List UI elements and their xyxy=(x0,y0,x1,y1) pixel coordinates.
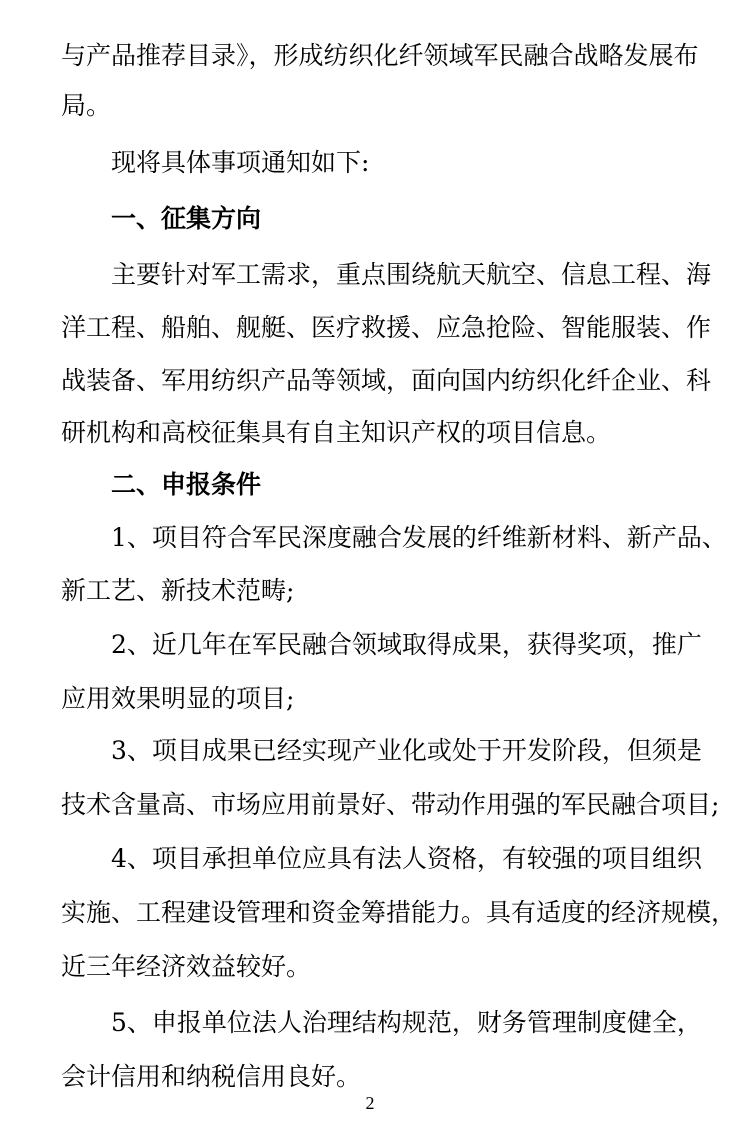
paragraph-line: 新工艺、新技术范畴; xyxy=(61,576,295,605)
paragraph-line: 1、项目符合军民深度融合发展的纤维新材料、新产品、 xyxy=(111,523,727,552)
paragraph-line: 4、项目承担单位应具有法人资格，有较强的项目组织 xyxy=(111,844,702,873)
paragraph-line: 5、申报单位法人治理结构规范，财务管理制度健全， xyxy=(111,1008,702,1037)
page-number: 2 xyxy=(365,1093,375,1113)
paragraph-line: 3、项目成果已经实现产业化或处于开发阶段，但须是 xyxy=(111,736,702,765)
paragraph-line: 局。 xyxy=(61,91,112,120)
paragraph-line: 洋工程、船舶、舰艇、医疗救援、应急抢险、智能服装、作 xyxy=(61,313,712,342)
section-heading: 二、申报条件 xyxy=(111,470,262,499)
paragraph-line: 2、近几年在军民融合领域取得成果，获得奖项，推广 xyxy=(111,630,702,659)
paragraph-line: 与产品推荐目录》，形成纺织化纤领域军民融合战略发展布 xyxy=(61,41,699,70)
paragraph-line: 战装备、军用纺织产品等领域，面向国内纺织化纤企业、科 xyxy=(61,366,712,395)
paragraph-line: 研机构和高校征集具有自主知识产权的项目信息。 xyxy=(61,418,612,447)
paragraph-line: 技术含量高、市场应用前景好、带动作用强的军民融合项目; xyxy=(61,790,720,819)
paragraph-line: 应用效果明显的项目; xyxy=(61,684,295,713)
paragraph-line: 现将具体事项通知如下: xyxy=(111,148,370,177)
paragraph-line: 主要针对军工需求，重点围绕航天航空、信息工程、海 xyxy=(111,260,712,289)
paragraph-line: 实施、工程建设管理和资金筹措能力。具有适度的经济规模， xyxy=(61,898,737,927)
paragraph-line: 会计信用和纳税信用良好。 xyxy=(61,1062,362,1091)
section-heading: 一、征集方向 xyxy=(111,204,262,233)
paragraph-line: 近三年经济效益较好。 xyxy=(61,952,312,981)
